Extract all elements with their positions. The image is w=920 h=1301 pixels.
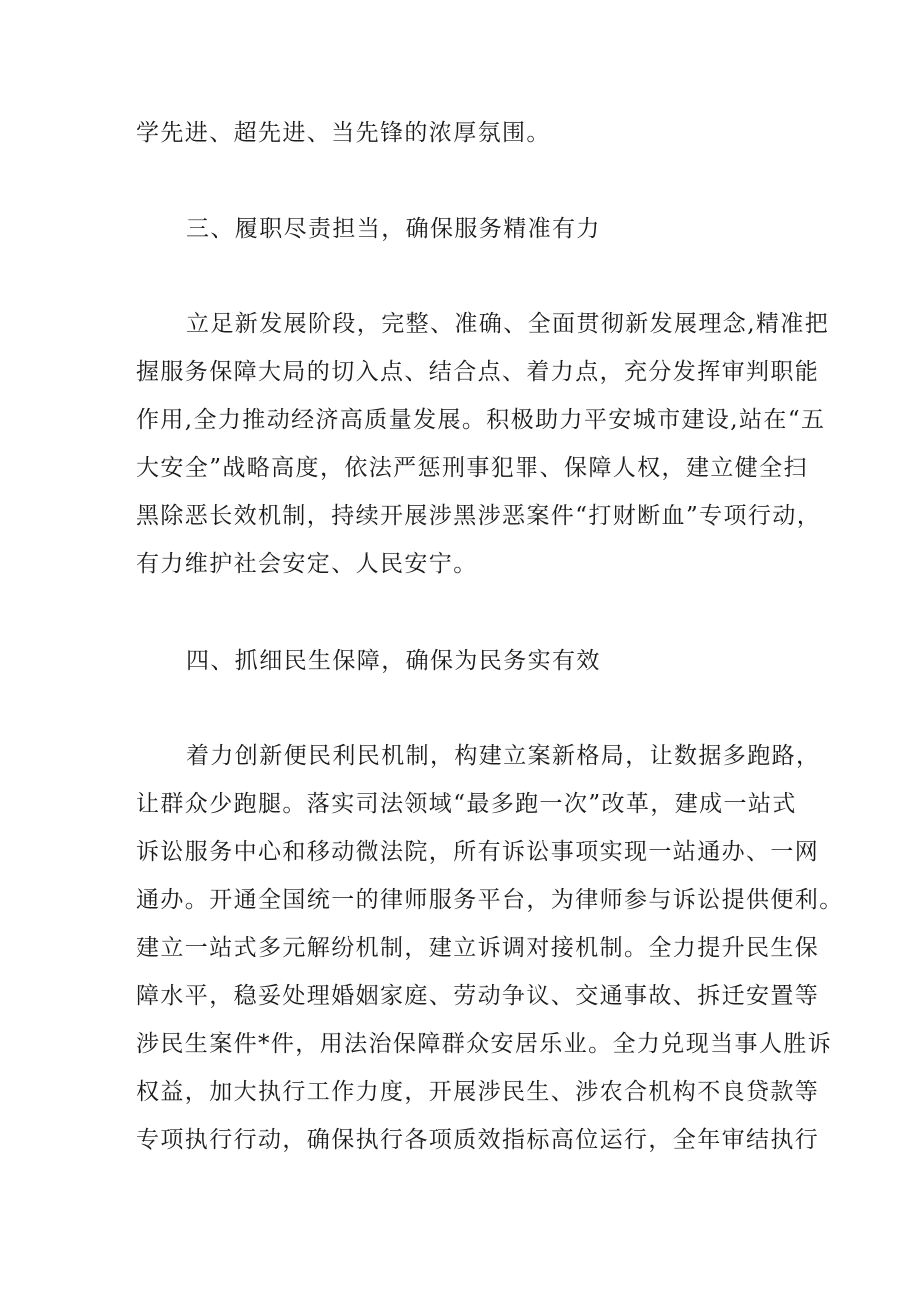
text-line: 让群众少跑腿。落实司法领域“最多跑一次”改革，建成一站式 [136,791,797,817]
text-line: 作用,全力推动经济高质量发展。积极助力平安城市建设,站在“五 [136,407,826,433]
text-line: 黑除恶长效机制，持续开展涉黑涉恶案件“打财断血”专项行动， [136,503,822,529]
text-line: 权益，加大执行工作力度，开展涉民生、涉农合机构不良贷款等 [136,1079,820,1105]
text-line: 建立一站式多元解纷机制，建立诉调对接机制。全力提升民生保 [136,935,820,961]
text-line: 学先进、超先进、当先锋的浓厚氛围。 [136,120,551,146]
text-line: 通办。开通全国统一的律师服务平台，为律师参与诉讼提供便利。 [136,887,844,913]
text-line: 立足新发展阶段，完整、准确、全面贯彻新发展理念,精准把 [186,311,830,337]
text-line: 专项执行行动，确保执行各项质效指标高位运行，全年审结执行 [136,1127,820,1153]
text-line: 有力维护社会安定、人民安宁。 [136,551,478,577]
text-line: 涉民生案件*件，用法治保障群众安居乐业。全力兑现当事人胜诉 [136,1031,833,1057]
text-line: 障水平，稳妥处理婚姻家庭、劳动争议、交通事故、拆迁安置等 [136,983,820,1009]
text-line: 着力创新便民利民机制，构建立案新格局，让数据多跑路， [186,743,821,769]
text-line: 大安全”战略高度，依法严惩刑事犯罪、保障人权，建立健全扫 [136,455,808,481]
text-line: 诉讼服务中心和移动微法院，所有诉讼事项实现一站通办、一网 [136,839,820,865]
text-line: 握服务保障大局的切入点、结合点、着力点，充分发挥审判职能 [136,359,820,385]
section-heading-4: 四、抓细民生保障，确保为民务实有效 [186,648,601,674]
section-heading-3: 三、履职尽责担当，确保服务精准有力 [186,216,601,242]
